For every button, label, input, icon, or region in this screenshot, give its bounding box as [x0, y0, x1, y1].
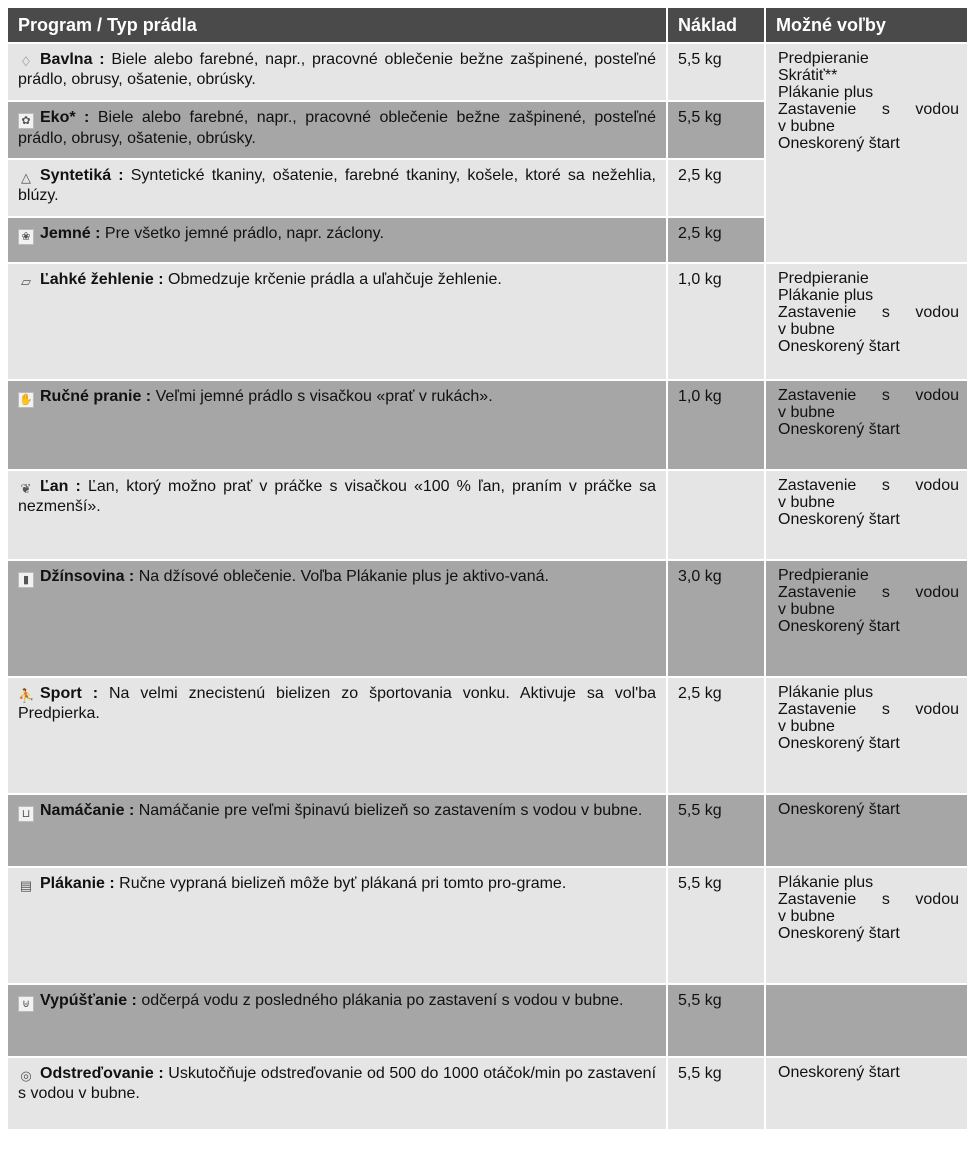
option-item: Plákanie plus — [778, 287, 874, 304]
program-cell — [8, 102, 666, 158]
option-item: Skrátiť** — [778, 67, 838, 84]
option-item: Oneskorený štart — [778, 735, 900, 752]
header-options: Možné voľby — [766, 8, 967, 42]
table-row — [8, 44, 967, 100]
load-cell: 1,0 kg — [668, 264, 764, 379]
option-item: v bubne — [778, 601, 835, 618]
program-name: Vypúšťanie : — [40, 992, 137, 1009]
option-item: v bubne — [778, 494, 835, 511]
option-item: Oneskorený štart — [778, 618, 900, 635]
option-item: Zastavenie s vodou — [778, 477, 959, 494]
program-cell — [8, 160, 666, 216]
eco-icon: ✿ — [18, 113, 34, 129]
option-item: Zastavenie s vodou — [778, 891, 959, 908]
option-item: Predpieranie — [778, 270, 869, 287]
program-cell — [8, 1058, 666, 1129]
sport-icon: ⛹ — [18, 688, 35, 703]
table-row — [8, 1058, 967, 1129]
load-cell: 3,0 kg — [668, 561, 764, 676]
load-cell: 2,5 kg — [668, 160, 764, 216]
program-name: Ľahké žehlenie : — [40, 271, 164, 288]
options-cell — [766, 795, 967, 866]
option-item: Predpieranie — [778, 567, 869, 584]
option-item: Zastavenie s vodou — [778, 304, 959, 321]
program-cell — [8, 381, 666, 469]
table-header-row — [8, 8, 967, 42]
option-item: Oneskorený štart — [778, 801, 900, 818]
option-item: Oneskorený štart — [778, 338, 900, 355]
program-name: Syntetiká : — [40, 167, 124, 184]
table-row — [8, 471, 967, 559]
table-row — [8, 561, 967, 676]
load-cell: 5,5 kg — [668, 868, 764, 983]
header-program: Program / Typ prádla — [8, 8, 666, 42]
program-name: Eko* : — [40, 109, 90, 126]
program-cell — [8, 868, 666, 983]
option-item: Oneskorený štart — [778, 511, 900, 528]
option-item: Zastavenie s vodou — [778, 387, 959, 404]
option-item: Zastavenie s vodou — [778, 101, 959, 118]
header-load: Náklad — [668, 8, 764, 42]
program-desc: Pre všetko jemné prádlo, napr. záclony. — [104, 225, 384, 242]
drain-icon: ⊎ — [18, 996, 34, 1012]
load-cell: 5,5 kg — [668, 795, 764, 866]
option-item: v bubne — [778, 404, 835, 421]
program-cell — [8, 561, 666, 676]
program-desc: Syntetické tkaniny, ošatenie, farebné tkaniny, košele, ktoré sa nežehlia, blúzy. — [18, 167, 656, 204]
table-row — [8, 381, 967, 469]
program-desc: Na velmi znecistenú bielizen zo športovania vonku. Aktivuje sa vol'ba Predpierka. — [18, 685, 657, 722]
program-cell — [8, 795, 666, 866]
program-desc: Uskutočňuje odstreďovanie od 500 do 1000 otáčok/min po zastavení s vodou v bubne. — [18, 1065, 657, 1102]
soak-icon: ⊔ — [18, 806, 34, 822]
program-cell — [8, 44, 666, 100]
rinse-icon: ▤ — [19, 878, 33, 893]
options-cell — [766, 471, 967, 559]
table-row — [8, 264, 967, 379]
program-desc: Namáčanie pre veľmi špinavú bielizeň so zastavením s vodou v bubne. — [138, 802, 643, 819]
load-cell: 5,5 kg — [668, 102, 764, 158]
program-name: Bavlna : — [40, 51, 105, 68]
program-name: Namáčanie : — [40, 802, 135, 819]
program-cell — [8, 264, 666, 379]
program-name: Ľan : — [40, 478, 81, 495]
option-item: v bubne — [778, 321, 835, 338]
options-cell — [766, 1058, 967, 1129]
program-cell — [8, 218, 666, 262]
program-desc: Biele alebo farebné, napr., pracovné oblečenie bežne zašpinené, posteľné prádlo, obrusy, ošatenie, obrúsky. — [18, 51, 656, 88]
program-desc: Na džísové oblečenie. Voľba Plákanie plus je aktivo-vaná. — [138, 568, 549, 585]
options-cell — [766, 381, 967, 469]
linen-icon: ❦ — [20, 481, 32, 496]
program-name: Ručné pranie : — [40, 388, 152, 405]
load-cell: 1,0 kg — [668, 381, 764, 469]
cotton-icon: ♢ — [20, 54, 32, 69]
spin-icon: ◎ — [20, 1068, 32, 1083]
option-item: Zastavenie s vodou — [778, 584, 959, 601]
program-table-container — [8, 8, 969, 1131]
load-cell: 5,5 kg — [668, 985, 764, 1056]
table-row — [8, 985, 967, 1056]
option-item: Predpieranie — [778, 50, 869, 67]
option-item: Plákanie plus — [778, 684, 874, 701]
option-item: Zastavenie s vodou — [778, 701, 959, 718]
program-desc: Obmedzuje krčenie prádla a uľahčuje žehlenie. — [168, 271, 502, 288]
synthetic-icon: △ — [21, 170, 31, 185]
option-item: Oneskorený štart — [778, 925, 900, 942]
program-name: Jemné : — [40, 225, 101, 242]
load-cell: 2,5 kg — [668, 678, 764, 793]
program-table — [6, 6, 969, 1131]
option-item: v bubne — [778, 908, 835, 925]
options-cell — [766, 985, 967, 1056]
program-cell — [8, 985, 666, 1056]
table-row — [8, 868, 967, 983]
options-cell — [766, 561, 967, 676]
program-desc: odčerpá vodu z posledného plákania po zastavení s vodou v bubne. — [141, 992, 624, 1009]
program-desc: Veľmi jemné prádlo s visačkou «prať v rukách». — [155, 388, 493, 405]
options-cell — [766, 264, 967, 379]
delicate-icon: ❀ — [18, 229, 34, 245]
option-item: Oneskorený štart — [778, 1064, 900, 1081]
option-item: v bubne — [778, 118, 835, 135]
options-cell — [766, 678, 967, 793]
program-name: Odstreďovanie : — [40, 1065, 164, 1082]
table-row — [8, 678, 967, 793]
option-item: Oneskorený štart — [778, 421, 900, 438]
program-desc: Biele alebo farebné, napr., pracovné oblečenie bežne zašpinené, posteľné prádlo, obrusy, ošatenie, obrúsky. — [18, 109, 657, 147]
hand-wash-icon: ✋ — [19, 394, 33, 406]
load-cell: 2,5 kg — [668, 218, 764, 262]
load-cell — [668, 471, 764, 559]
shared-options-cell — [766, 44, 967, 262]
option-item: v bubne — [778, 718, 835, 735]
load-cell: 5,5 kg — [668, 1058, 764, 1129]
options-cell — [766, 868, 967, 983]
program-name: Džínsovina : — [40, 568, 135, 585]
option-item: Plákanie plus — [778, 874, 874, 891]
option-item: Plákanie plus — [778, 84, 874, 101]
load-cell: 5,5 kg — [668, 44, 764, 100]
denim-icon: ▮ — [18, 572, 34, 588]
option-item: Oneskorený štart — [778, 135, 900, 152]
program-name: Plákanie : — [40, 875, 115, 892]
easy-iron-icon: ⏥ — [21, 274, 31, 289]
table-row — [8, 795, 967, 866]
program-cell — [8, 471, 666, 559]
program-name: Sport : — [40, 685, 99, 702]
program-cell — [8, 678, 666, 793]
program-desc: Ľan, ktorý možno prať v práčke s visačkou «100 % ľan, praním v práčke sa nezmenší». — [18, 478, 657, 515]
program-desc: Ručne vypraná bielizeň môže byť plákaná pri tomto pro-grame. — [119, 875, 567, 892]
